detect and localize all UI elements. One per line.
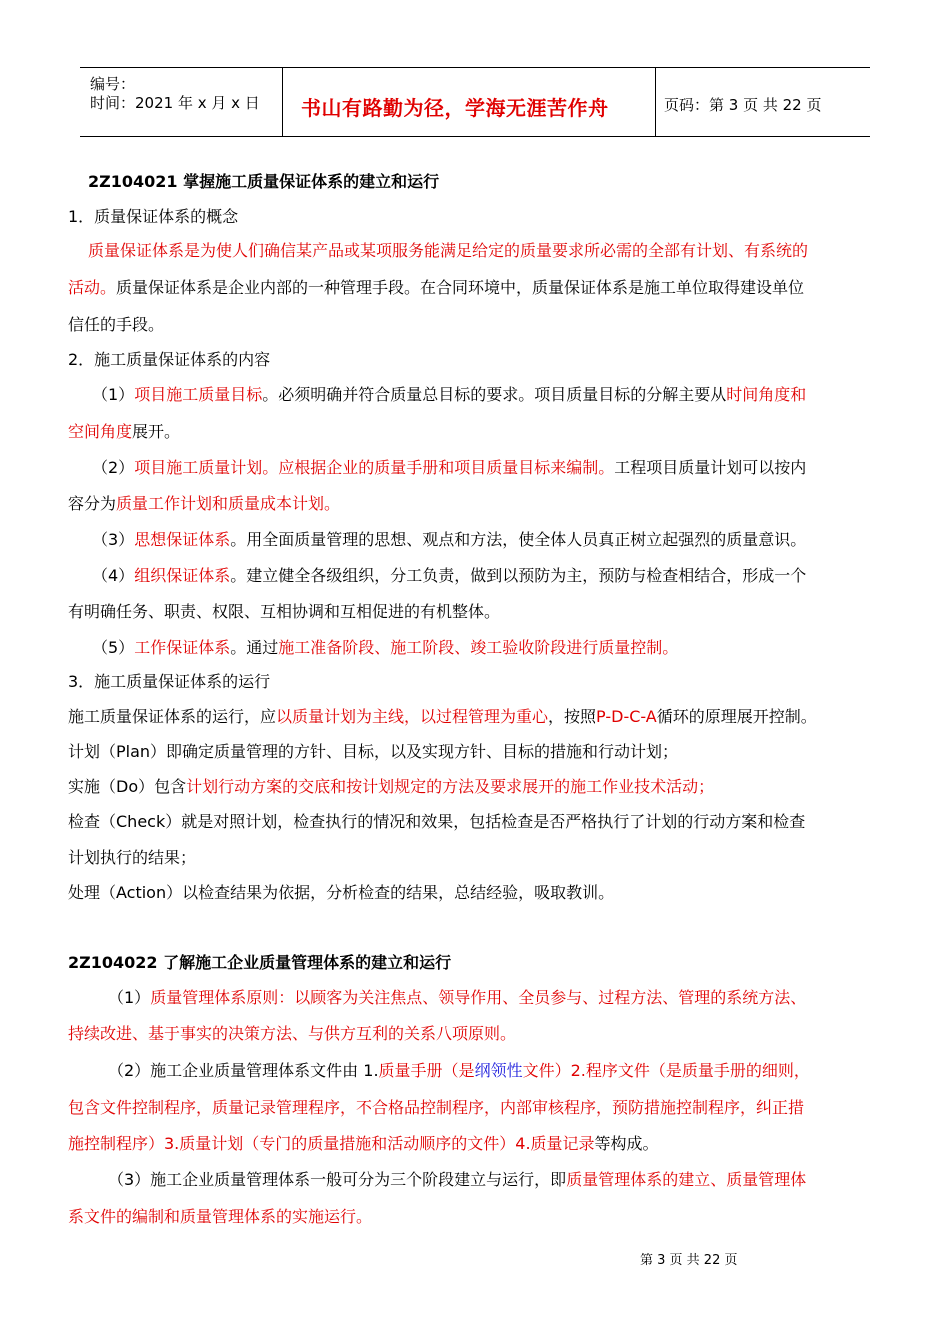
principle-line1: （1）质量管理体系原则：以顾客为关注焦点、领导作用、全员参与、过程方法、管理的系统方法、 <box>108 988 807 1007</box>
run-line5: 计划执行的结果； <box>68 848 197 867</box>
para1-line1 <box>88 241 808 261</box>
principle-line2: 持续改进、基于事实的决策方法、与供方互利的关系八项原则。 <box>68 1024 517 1043</box>
number-label: 编号： <box>90 75 136 93</box>
run-line2: 计划（Plan）即确定质量管理的方针、目标，以及实现方针、目标的措施和行动计划； <box>68 742 679 761</box>
item2-line1: （2）项目施工质量计划。应根据企业的质量手册和项目质量目标来编制。工程项目质量计划可以按内 <box>92 458 807 477</box>
section1-title: 2Z104021 掌握施工质量保证体系的建立和运行 <box>88 172 440 191</box>
page-footer: 第 3 页 共 22 页 <box>640 1253 738 1268</box>
run-line3: 实施（Do）包含计划行动方案的交底和按计划规定的方法及要求展开的施工作业技术活动； <box>68 777 715 796</box>
item3-line1: （3）思想保证体系。用全面质量管理的思想、观点和方法，使全体人员真正树立起强烈的质量意识。 <box>92 530 807 549</box>
item5-line1: （5）工作保证体系。通过施工准备阶段、施工阶段、竣工验收阶段进行质量控制。 <box>92 638 679 657</box>
item1-line1: （1）项目施工质量目标。必须明确并符合质量总目标的要求。项目质量目标的分解主要从时间角度和 <box>92 385 807 404</box>
para1-line2: 活动。质量保证体系是企业内部的一种管理手段。在合同环境中，质量保证体系是施工单位取得建设单位 <box>68 278 805 297</box>
page-header <box>80 67 870 137</box>
time-label: 时间：2021 年 x 月 x 日 <box>90 94 260 112</box>
docs-line1: （2）施工企业质量管理体系文件由 1.质量手册（是纲领性文件）2.程序文件（是质量手册的细则， <box>108 1061 810 1080</box>
motto: 书山有路勤为径，学海无涯苦作舟 <box>301 96 609 120</box>
page-label: 页码：第 3 页 共 22 页 <box>664 96 822 114</box>
para1-red-text: 质量保证体系是为使人们确信某产品或某项服务能满足给定的质量要求所必需的全部有计划、有系统的 <box>88 241 809 260</box>
stages-line1: （3）施工企业质量管理体系一般可分为三个阶段建立与运行，即质量管理体系的建立、质量管理体 <box>108 1170 807 1189</box>
item2-line2: 容分为质量工作计划和质量成本计划。 <box>68 494 341 513</box>
section2-title: 2Z104022 了解施工企业质量管理体系的建立和运行 <box>68 953 452 972</box>
run-line6: 处理（Action）以检查结果为依据，分析检查的结果，总结经验，吸取教训。 <box>68 883 615 902</box>
run-line4: 检查（Check）就是对照计划，检查执行的情况和效果，包括检查是否严格执行了计划的行动方案和检查 <box>68 812 806 831</box>
header-info-cell <box>80 68 283 136</box>
heading-1: 1．质量保证体系的概念 <box>68 207 239 226</box>
item4-line1: （4）组织保证体系。建立健全各级组织，分工负责，做到以预防为主，预防与检查相结合，形成一个 <box>92 566 807 585</box>
run-line1: 施工质量保证体系的运行，应以质量计划为主线，以过程管理为重心，按照P-D-C-A循环的原理展开控制。 <box>68 707 817 726</box>
item4-line2: 有明确任务、职责、权限、互相协调和互相促进的有机整体。 <box>68 602 501 621</box>
docs-line2: 包含文件控制程序，质量记录管理程序，不合格品控制程序，内部审核程序，预防措施控制程序，纠正措 <box>68 1098 805 1117</box>
para1-line3: 信任的手段。 <box>68 315 165 334</box>
item1-line2: 空间角度展开。 <box>68 422 181 441</box>
heading-3: 3．施工质量保证体系的运行 <box>68 672 271 691</box>
heading-2: 2．施工质量保证体系的内容 <box>68 350 271 369</box>
header-motto-cell <box>283 68 656 136</box>
docs-line3: 施控制程序）3.质量计划（专门的质量措施和活动顺序的文件）4.质量记录等构成。 <box>68 1134 659 1153</box>
stages-line2: 系文件的编制和质量管理体系的实施运行。 <box>68 1207 373 1226</box>
